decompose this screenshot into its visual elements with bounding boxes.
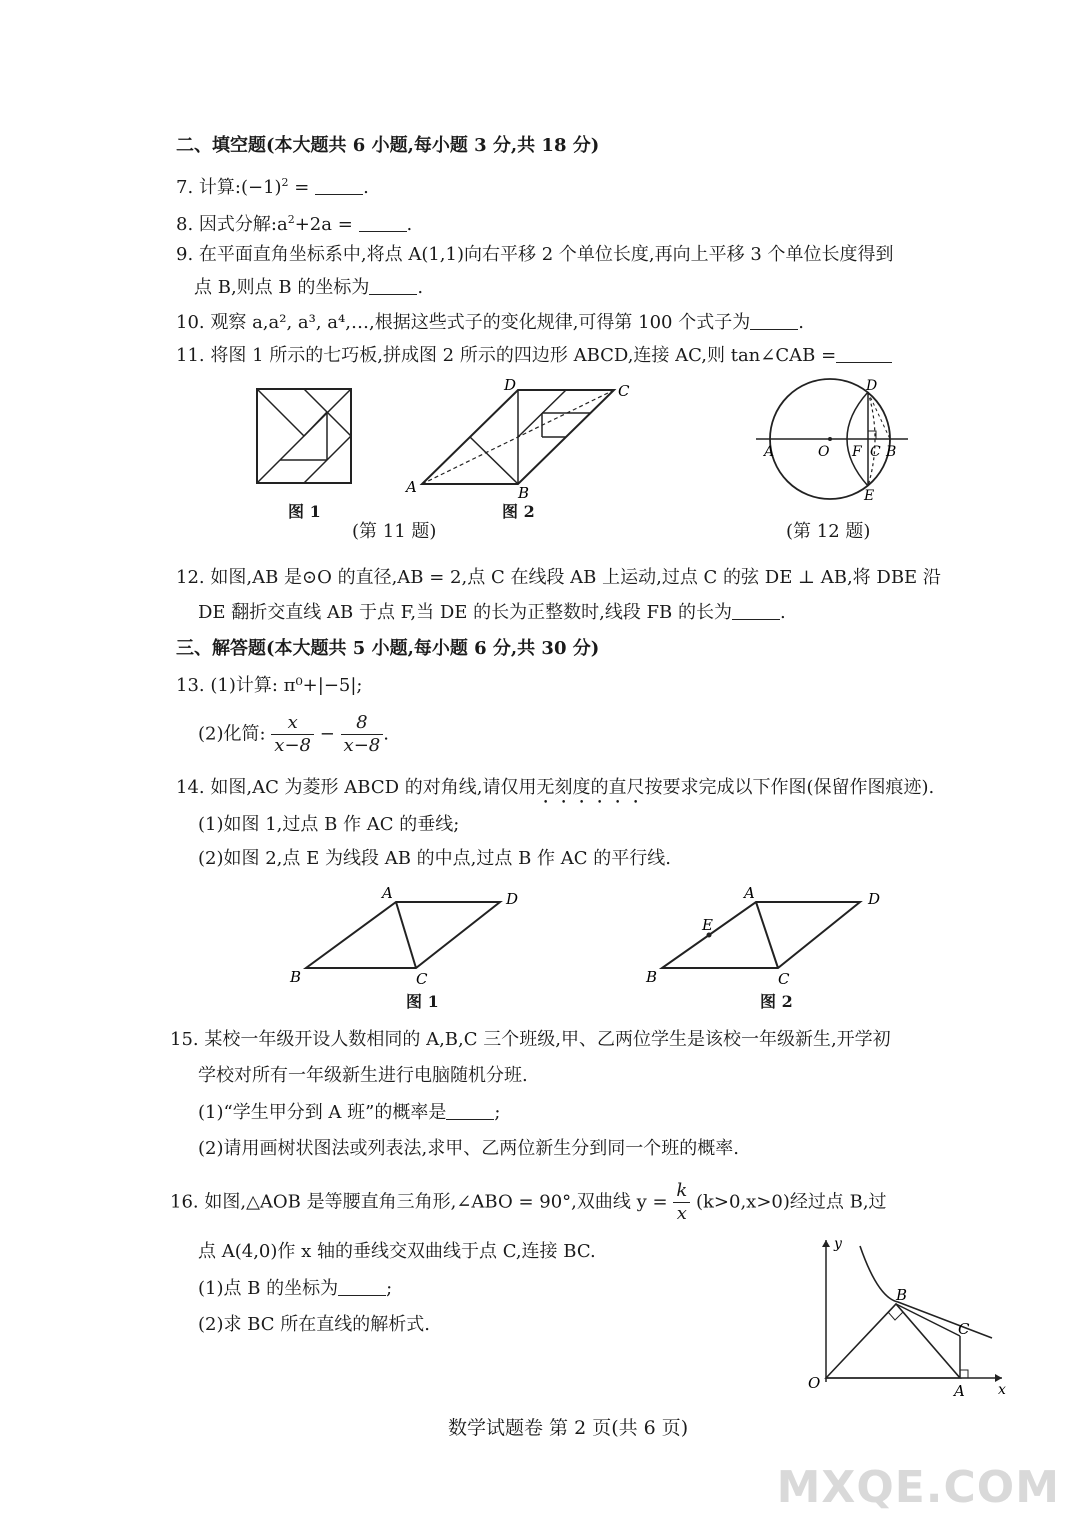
question-13-part2: (2)化简: $\frac{x}{x-8}$ − $\frac{8}{x-8}$ . [198,712,389,756]
point-label-f: F [852,444,862,460]
question-14-part2: (2)如图 2,点 E 为线段 AB 的中点,过点 B 作 AC 的平行线. [198,848,671,869]
question-16-part2: (2)求 BC 所在直线的解析式. [198,1314,430,1335]
answer-blank [446,1101,494,1120]
question-9-line1: 9. 在平面直角坐标系中,将点 A(1,1)向右平移 2 个单位长度,再向上平移 3 个单位长度得到 [176,244,894,265]
vertex-label-c: C [618,382,630,400]
question-10: 10. 观察 a,a², a³, a⁴,…,根据这些式子的变化规律,可得第 100 个式子为 . [176,312,804,333]
figure-2-caption-q14: 图 2 [760,992,793,1011]
answer-blank [338,1277,386,1296]
rhombus-figure-1 [290,884,526,988]
answer-blank [359,213,407,232]
vertex-label-b: B [290,968,302,986]
axis-label-y: y [834,1236,842,1252]
fraction-k-over-x: $\frac{k}{x}$ [673,1180,690,1225]
vertex-label-b: B [518,484,530,502]
answer-blank [732,601,780,620]
figure-1-caption-q14: 图 1 [406,992,439,1011]
vertex-label-a: A [406,478,417,496]
question-15-line1: 15. 某校一年级开设人数相同的 A,B,C 三个班级,甲、乙两位学生是该校一年级新生,开学初 [170,1029,891,1050]
vertex-label-d: D [868,890,881,908]
circle-figure-12 [756,376,916,506]
question-15-part2: (2)请用画树状图法或列表法,求甲、乙两位新生分到同一个班的概率. [198,1138,739,1159]
vertex-label-b: B [646,968,658,986]
tangram-figure-1 [256,388,352,484]
rhombus-figure-2 [646,884,882,988]
point-label-o: O [808,1374,821,1392]
hyperbola-figure-16 [800,1232,1012,1404]
point-label-e: E [702,916,713,934]
point-label-b: B [896,1286,908,1304]
axis-label-x: x [998,1382,1006,1398]
answer-blank [315,176,363,195]
vertex-label-d: D [506,890,519,908]
question-13-part1: 13. (1)计算: π⁰+|−5|; [176,675,363,696]
question-11: 11. 将图 1 所示的七巧板,拼成图 2 所示的四边形 ABCD,连接 AC,则 tan∠CAB = [176,344,892,368]
page-footer: 数学试题卷 第 2 页(共 6 页) [448,1417,689,1439]
point-label-c: C [870,444,881,460]
question-8: 8. 因式分解$:a^2+2a$ = . [176,213,413,235]
vertex-label-a: A [744,884,755,902]
point-label-a: A [764,444,775,460]
point-label-c: C [958,1320,970,1338]
fraction-x-over-x-minus-8: $\frac{x}{x-8}$ [271,712,314,757]
answer-blank [750,311,798,330]
question-16-line1: 16. 如图,△AOB 是等腰直角三角形,∠ABO = 90°,双曲线 y = $\frac{k}{x}$ (k>0,x>0)经过点 B,过 [170,1180,887,1224]
fraction-8-over-x-minus-8: $\frac{8}{x-8}$ [341,712,384,757]
question-14-part1: (1)如图 1,过点 B 作 AC 的垂线; [198,814,460,835]
section-title-fill-in: 二、填空题(本大题共 6 小题,每小题 3 分,共 18 分) [176,135,600,156]
point-label-d: D [866,378,878,394]
question-15-part1: (1)“学生甲分到 A 班”的概率是 ; [198,1102,501,1123]
question-14-line1: 14. 如图,AC 为菱形 ABCD 的对角线,请仅用无刻度的直尺按要求完成以下作图(保留作图痕迹). [176,777,935,798]
question-16-line2: 点 A(4,0)作 x 轴的垂线交双曲线于点 C,连接 BC. [198,1241,596,1262]
question-12-line2: DE 翻折交直线 AB 于点 F,当 DE 的长为正整数时,线段 FB 的长为 . [198,602,786,623]
answer-blank [836,344,892,363]
figure-12-caption: (第 12 题) [786,521,871,542]
vertex-label-c: C [416,970,428,988]
vertex-label-a: A [382,884,393,902]
watermark: MXQE.COM [776,1462,1060,1513]
figure-1-caption: 图 1 [288,502,321,521]
point-label-o: O [818,444,830,460]
question-7: 7. 计算$:(-1)^2$ = . [176,176,369,198]
section-title-solutions: 三、解答题(本大题共 5 小题,每小题 6 分,共 30 分) [176,638,600,659]
question-15-line2: 学校对所有一年级新生进行电脑随机分班. [198,1065,528,1086]
figure-11-caption: (第 11 题) [352,521,437,542]
figure-2-caption: 图 2 [502,502,535,521]
vertex-label-c: C [778,970,790,988]
parallelogram-figure-2 [400,376,640,502]
answer-blank [369,276,417,295]
point-label-e: E [864,488,875,504]
question-9-line2: 点 B,则点 B 的坐标为 . [194,277,424,298]
question-12-line1: 12. 如图,AB 是⊙O 的直径,AB = 2,点 C 在线段 AB 上运动,过点 C 的弦 DE ⊥ AB,将 DBE 沿 [176,567,941,588]
point-label-b: B [886,444,897,460]
vertex-label-d: D [504,376,517,394]
point-label-a: A [954,1382,965,1400]
question-16-part1: (1)点 B 的坐标为 ; [198,1278,393,1299]
